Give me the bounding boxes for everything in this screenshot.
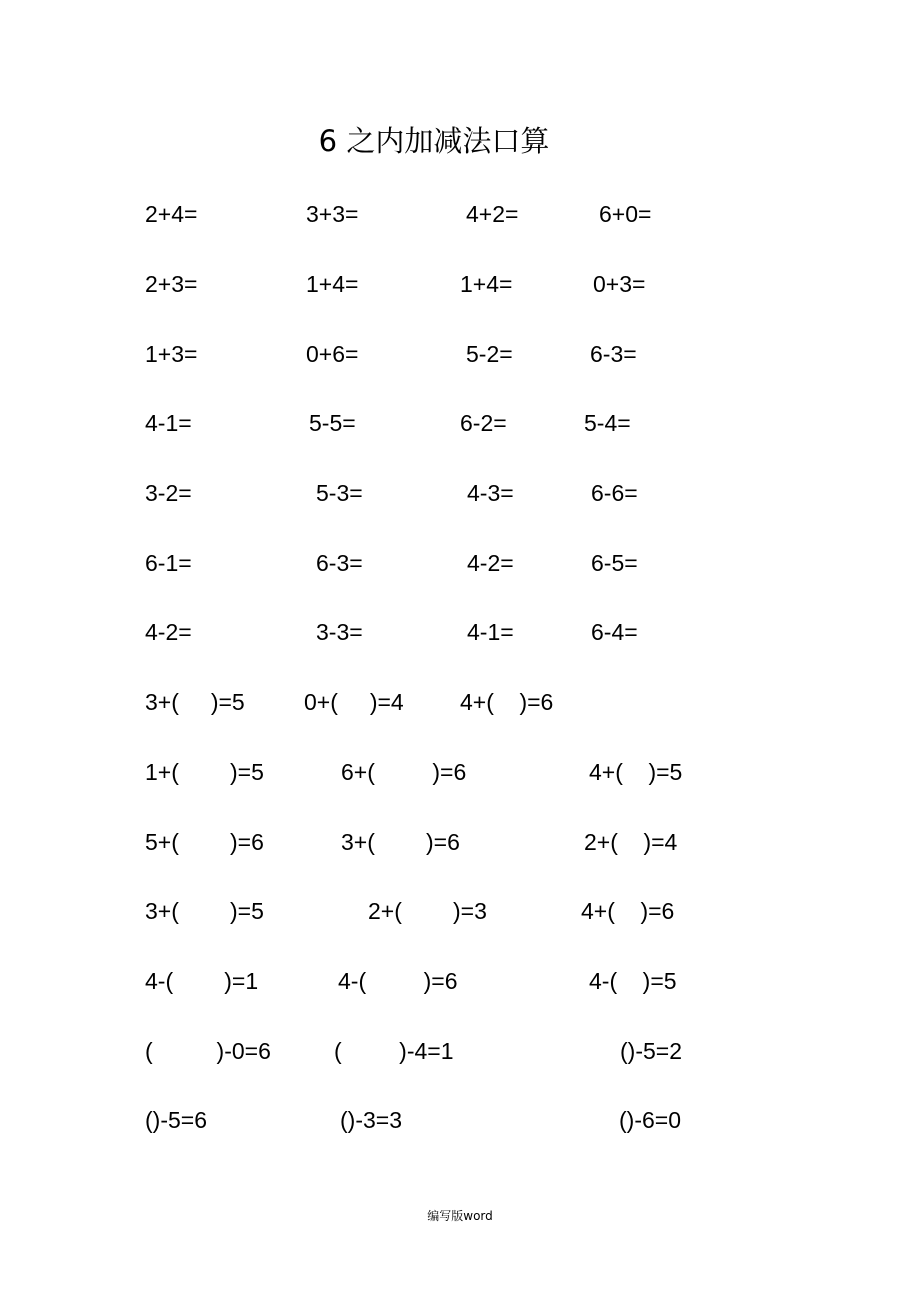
problem: 0+3= (593, 271, 646, 297)
problem: 4-( )=1 (145, 968, 259, 994)
problem: 6-2= (460, 410, 507, 436)
problem: 1+4= (306, 271, 359, 297)
problem: 6-5= (591, 550, 638, 576)
problem: 0+( )=4 (304, 689, 404, 715)
problem: 2+( )=3 (368, 898, 487, 924)
problem: 6-6= (591, 480, 638, 506)
problem: 2+4= (145, 201, 198, 227)
page-title: 6 之内加减法口算 (318, 124, 550, 158)
problem: 4+( )=6 (581, 898, 675, 924)
problem: 6-3= (590, 341, 637, 367)
problem: 4-( )=6 (338, 968, 458, 994)
problem: 6-4= (591, 619, 638, 645)
problem: 5-3= (316, 480, 363, 506)
problem: 5-2= (466, 341, 513, 367)
problem: 4-1= (145, 410, 192, 436)
problem: 4-2= (145, 619, 192, 645)
problem: 6-3= (316, 550, 363, 576)
footer-note: 编写版word (427, 1209, 493, 1223)
problem: 3-3= (316, 619, 363, 645)
problem: 6+0= (599, 201, 652, 227)
problem: 0+6= (306, 341, 359, 367)
problem: 4-2= (467, 550, 514, 576)
problem: 6-1= (145, 550, 192, 576)
problem: 4+( )=6 (460, 689, 554, 715)
problem: 4+( )=5 (589, 759, 683, 785)
problem: 3+3= (306, 201, 359, 227)
problem: ( )-4=1 (334, 1038, 454, 1064)
problem: ()-5=2 (620, 1038, 682, 1064)
problem: ()-3=3 (340, 1107, 402, 1133)
problem: 3+( )=6 (341, 829, 460, 855)
problem: 6+( )=6 (341, 759, 467, 785)
problem: 2+( )=4 (584, 829, 678, 855)
problem: 5+( )=6 (145, 829, 264, 855)
problem: 3+( )=5 (145, 898, 264, 924)
problem: 2+3= (145, 271, 198, 297)
problem: 3+( )=5 (145, 689, 245, 715)
problem: 3-2= (145, 480, 192, 506)
problem: 5-4= (584, 410, 631, 436)
problem: 5-5= (309, 410, 356, 436)
problem: ()-5=6 (145, 1107, 207, 1133)
problem: 1+( )=5 (145, 759, 264, 785)
problem: 4-1= (467, 619, 514, 645)
problem: 4+2= (466, 201, 519, 227)
problem: 1+4= (460, 271, 513, 297)
problem: ()-6=0 (619, 1107, 681, 1133)
problem: 4-3= (467, 480, 514, 506)
problem: 4-( )=5 (589, 968, 677, 994)
problem: 1+3= (145, 341, 198, 367)
problem: ( )-0=6 (145, 1038, 271, 1064)
